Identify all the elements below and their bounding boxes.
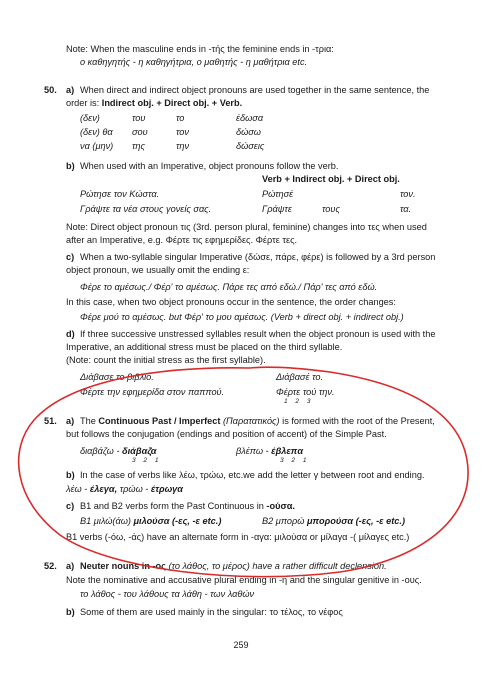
pronoun-cell: την xyxy=(176,141,190,151)
s50-note-line1: Note: Direct object pronoun τις (3rd. person plural, feminine) changes into τες when used xyxy=(66,222,427,232)
pronoun-cell: (δεν) xyxy=(80,113,100,123)
stress-example: Διάβασε το βιβλίο. xyxy=(80,372,154,382)
pronoun-cell: να (μην) xyxy=(80,141,114,151)
imperative-example-direct: τα. xyxy=(400,204,412,214)
s50-c-line3: In this case, when two object pronouns occur in the sentence, the order changes: xyxy=(66,297,396,307)
imperfect-example-right xyxy=(236,446,303,458)
past-form: έτρωγα xyxy=(150,484,183,494)
pronoun-cell: έδωσα xyxy=(236,113,264,123)
s51-b-line1: In the case of verbs like λέω, τρώω, etc.we add the letter γ between root and ending. xyxy=(80,470,425,480)
s51-c-line1 xyxy=(80,501,295,513)
b1-past-form: μιλούσα (-ες, -ε etc.) xyxy=(133,516,222,526)
s51-c-line2: B1 verbs (-όω, -άς) have an alternate form in -αγα: μιλούσα or μίλαγα -( μίλαγες etc.) xyxy=(66,532,410,542)
s51-a-pre: The xyxy=(80,416,96,426)
s50-c-example1: Φέρε το αμέσως./ Φέρ' το αμέσως. Πάρε τες από εδώ./ Πάρ' τες από εδώ. xyxy=(80,282,378,292)
imperative-example: Γράψτε τα νέα στους γονείς σας. xyxy=(80,204,212,214)
section-number-51: 51. xyxy=(44,416,57,426)
page-number: 259 xyxy=(233,640,249,650)
imperfect-example-left xyxy=(80,446,157,458)
s52-a-line1 xyxy=(80,561,387,573)
s52-b-label: b) xyxy=(66,607,75,617)
imperative-example-verb: Γράψτε xyxy=(262,204,292,214)
imperfect-past-form: έβλεπα xyxy=(271,446,304,456)
imperative-order-header: Verb + Indirect obj. + Direct obj. xyxy=(262,174,400,184)
pronoun-cell: (δεν) θα xyxy=(80,127,113,137)
s50-d-line3: (Note: count the initial stress as the first syllable). xyxy=(66,355,266,365)
s51-c-pre: B1 and B2 verbs form the Past Continuous in xyxy=(80,501,264,511)
s50-c-label: c) xyxy=(66,252,75,262)
s50-c-line1: When a two-syllable singular Imperative (δώσε, πάρε, φέρε) is followed by a 3rd person xyxy=(80,252,436,262)
s51-a-line2: but follows the conjugation (endings and position of accent) of the Simple Past. xyxy=(66,429,387,439)
pronoun-cell: δώσεις xyxy=(236,141,265,151)
s52-a-term: Neuter nouns in -ος xyxy=(80,561,166,571)
pronoun-cell: δώσω xyxy=(236,127,261,137)
s50-c-example2: Φέρε μού το αμέσως. but Φέρ' το μου αμέσως. (Verb + direct obj. + indirect obj.) xyxy=(80,312,404,322)
s50-a-line1: When direct and indirect object pronouns are used together in the same sentence, the xyxy=(80,85,430,95)
s51-c-ending: -ούσα. xyxy=(266,501,295,511)
s50-a-line2-pre: order is: xyxy=(66,98,100,108)
imperative-example-direct: τον. xyxy=(400,189,416,199)
pronoun-cell: τον xyxy=(176,127,190,137)
s50-a-line2 xyxy=(66,98,242,110)
pronoun-cell: σου xyxy=(132,127,148,137)
s52-a-post: (το λάθος, το μέρος) have a rather difficult declension. xyxy=(168,561,387,571)
s51-c-label: c) xyxy=(66,501,75,511)
s51-b-label: b) xyxy=(66,470,75,480)
imperative-example-verb: Ρώτησέ xyxy=(262,189,294,199)
s51-a-greek-term: (Παρατατικός) xyxy=(222,416,280,426)
stress-example-result: Φέρτε τού την. xyxy=(276,387,335,397)
s50-note-line2: after an Imperative, e.g. Φέρτε τις εφημερίδες. Φέρτε τες. xyxy=(66,235,298,245)
section-number-50: 50. xyxy=(44,85,57,95)
s50-b-label: b) xyxy=(66,161,75,171)
b1-example xyxy=(80,516,221,528)
present-form: λέω - xyxy=(66,484,88,494)
s51-a-line1 xyxy=(80,416,435,428)
stress-example: Φέρτε την εφημερίδα στον παππού. xyxy=(80,387,225,397)
syllable-count: 3 2 1 xyxy=(132,457,162,464)
b2-past-form: μπορούσα (-ες, -ε etc.) xyxy=(306,516,406,526)
syllable-count: 3 2 1 xyxy=(280,457,310,464)
s50-c-line2: object pronoun, we usually omit the ending ε: xyxy=(66,265,250,275)
s51-a-label: a) xyxy=(66,416,75,426)
imperative-example-indirect: τους xyxy=(322,204,340,214)
stress-example-result: Διάβασέ το. xyxy=(276,372,324,382)
s52-a-line2: Note the nominative and accusative plural ending in -η and the singular genitive in -ους. xyxy=(66,575,422,585)
b2-example xyxy=(262,516,405,528)
pronoun-cell: του xyxy=(132,113,146,123)
s50-a-line2-rule: Indirect obj. + Direct obj. + Verb. xyxy=(101,98,243,108)
s50-d-line1: If three successive unstressed syllables result when the object pronoun is used with the xyxy=(80,329,436,339)
s51-a-term: Continuous Past / Imperfect xyxy=(98,416,221,426)
s50-d-label: d) xyxy=(66,329,75,339)
s50-a-label: a) xyxy=(66,85,75,95)
s52-a-label: a) xyxy=(66,561,75,571)
section-number-52: 52. xyxy=(44,561,57,571)
s52-b-line1: Some of them are used mainly in the singular: το τέλος, το νέφος xyxy=(80,607,343,617)
b1-verb: B1 μιλώ(άω) xyxy=(80,516,131,526)
imperative-example: Ρώτησε τον Κώστα. xyxy=(80,189,160,199)
s50-d-line2: Imperative, an additional stress must be placed on the third syllable. xyxy=(66,342,343,352)
past-form: έλεγα, xyxy=(89,484,118,494)
s50-b-text: When used with an Imperative, object pronouns follow the verb. xyxy=(80,161,339,171)
s52-a-example: το λάθος - του λάθους τα λάθη - των λαθών xyxy=(80,589,255,599)
imperfect-present-form: διαβάζω - xyxy=(80,446,120,456)
s51-b-example xyxy=(66,484,183,496)
pronoun-cell: το xyxy=(176,113,185,123)
imperfect-present-form: βλέπω - xyxy=(236,446,269,456)
note-masculine-line1: Note: When the masculine ends in -τής the feminine ends in -τρια: xyxy=(66,44,334,54)
syllable-count: 1 2 3 xyxy=(284,398,314,405)
imperfect-past-form: διάβαζα xyxy=(122,446,157,456)
b2-verb: B2 μπορώ xyxy=(262,516,305,526)
note-masculine-line2: ο καθηγητής - η καθηγήτρια, ο μαθητής - η μαθήτρια etc. xyxy=(80,57,308,67)
present-form: τρώω - xyxy=(119,484,149,494)
pronoun-cell: της xyxy=(132,141,146,151)
s51-a-post: is formed with the root of the Present, xyxy=(282,416,435,426)
